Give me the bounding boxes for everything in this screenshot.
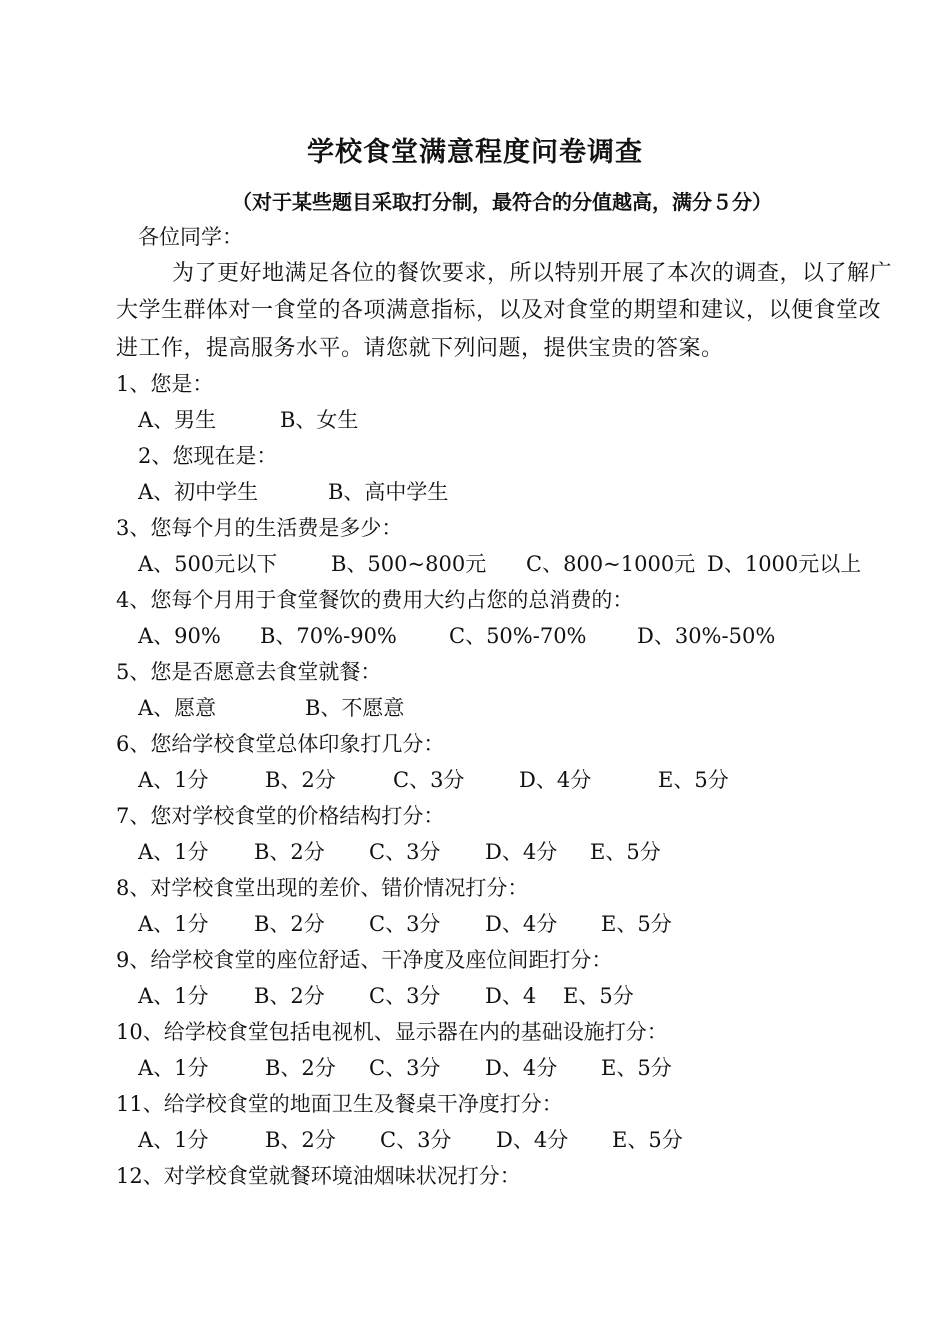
option-b: B、2分	[254, 840, 325, 864]
option-c: C、50%-70%	[449, 624, 587, 648]
option-b: B、2分	[254, 984, 325, 1008]
greeting: 各位同学：	[138, 225, 243, 249]
question-11: 11、给学校食堂的地面卫生及餐桌干净度打分：	[116, 1092, 563, 1116]
question-12: 12、对学校食堂就餐环境油烟味状况打分：	[116, 1164, 521, 1188]
option-a: A、男生	[138, 408, 217, 432]
option-a: A、1分	[138, 984, 209, 1008]
option-a: A、1分	[138, 768, 209, 792]
option-e: E、5分	[658, 768, 729, 792]
option-c: C、3分	[369, 840, 441, 864]
page-title: 学校食堂满意程度问卷调查	[307, 137, 643, 168]
question-2: 2、您现在是：	[138, 444, 278, 468]
option-b: B、2分	[254, 912, 325, 936]
option-d: D、1000元以上	[707, 552, 862, 576]
option-d: D、4分	[485, 912, 558, 936]
option-b: B、70%-90%	[260, 624, 397, 648]
option-c: C、3分	[369, 912, 441, 936]
question-9: 9、给学校食堂的座位舒适、干净度及座位间距打分：	[116, 948, 613, 972]
option-b: B、2分	[265, 768, 336, 792]
intro-paragraph-line: 进工作，提高服务水平。请您就下列问题，提供宝贵的答案。	[116, 336, 724, 361]
option-c: C、800~1000元	[526, 552, 696, 576]
option-b: B、女生	[280, 408, 359, 432]
page-subtitle: （对于某些题目采取打分制，最符合的分值越高，满分５分）	[232, 190, 772, 214]
option-a: A、愿意	[138, 696, 217, 720]
question-8: 8、对学校食堂出现的差价、错价情况打分：	[116, 876, 529, 900]
question-10: 10、给学校食堂包括电视机、显示器在内的基础设施打分：	[116, 1020, 668, 1044]
question-1: 1、您是：	[116, 372, 214, 396]
option-b: B、2分	[265, 1128, 336, 1152]
option-a: A、1分	[138, 912, 209, 936]
option-e: E、5分	[601, 912, 672, 936]
option-e: E、5分	[601, 1056, 672, 1080]
option-d: D、30%-50%	[637, 624, 776, 648]
question-7: 7、您对学校食堂的价格结构打分：	[116, 804, 445, 828]
option-d: D、4分	[485, 840, 558, 864]
option-a: A、90%	[138, 624, 221, 648]
option-a: A、初中学生	[138, 480, 259, 504]
option-a: A、1分	[138, 1056, 209, 1080]
option-e: E、5分	[590, 840, 661, 864]
option-d: D、4	[485, 984, 537, 1008]
option-d: D、4分	[485, 1056, 558, 1080]
option-d: D、4分	[496, 1128, 569, 1152]
option-a: A、1分	[138, 840, 209, 864]
option-e: E、5分	[612, 1128, 683, 1152]
option-c: C、3分	[369, 1056, 441, 1080]
option-e: E、5分	[563, 984, 634, 1008]
question-5: 5、您是否愿意去食堂就餐：	[116, 660, 382, 684]
option-a: A、500元以下	[138, 552, 278, 576]
option-b: B、高中学生	[328, 480, 449, 504]
question-3: 3、您每个月的生活费是多少：	[116, 516, 403, 540]
option-a: A、1分	[138, 1128, 209, 1152]
option-d: D、4分	[519, 768, 592, 792]
option-b: B、500~800元	[331, 552, 487, 576]
intro-paragraph-line: 为了更好地满足各位的餐饮要求，所以特别开展了本次的调查，以了解广	[172, 261, 893, 286]
question-6: 6、您给学校食堂总体印象打几分：	[116, 732, 445, 756]
question-4: 4、您每个月用于食堂餐饮的费用大约占您的总消费的：	[116, 588, 634, 612]
option-b: B、2分	[265, 1056, 336, 1080]
option-b: B、不愿意	[305, 696, 405, 720]
option-c: C、3分	[369, 984, 441, 1008]
option-c: C、3分	[393, 768, 465, 792]
intro-paragraph-line: 大学生群体对一食堂的各项满意指标，以及对食堂的期望和建议，以便食堂改	[116, 298, 882, 323]
option-c: C、3分	[380, 1128, 452, 1152]
